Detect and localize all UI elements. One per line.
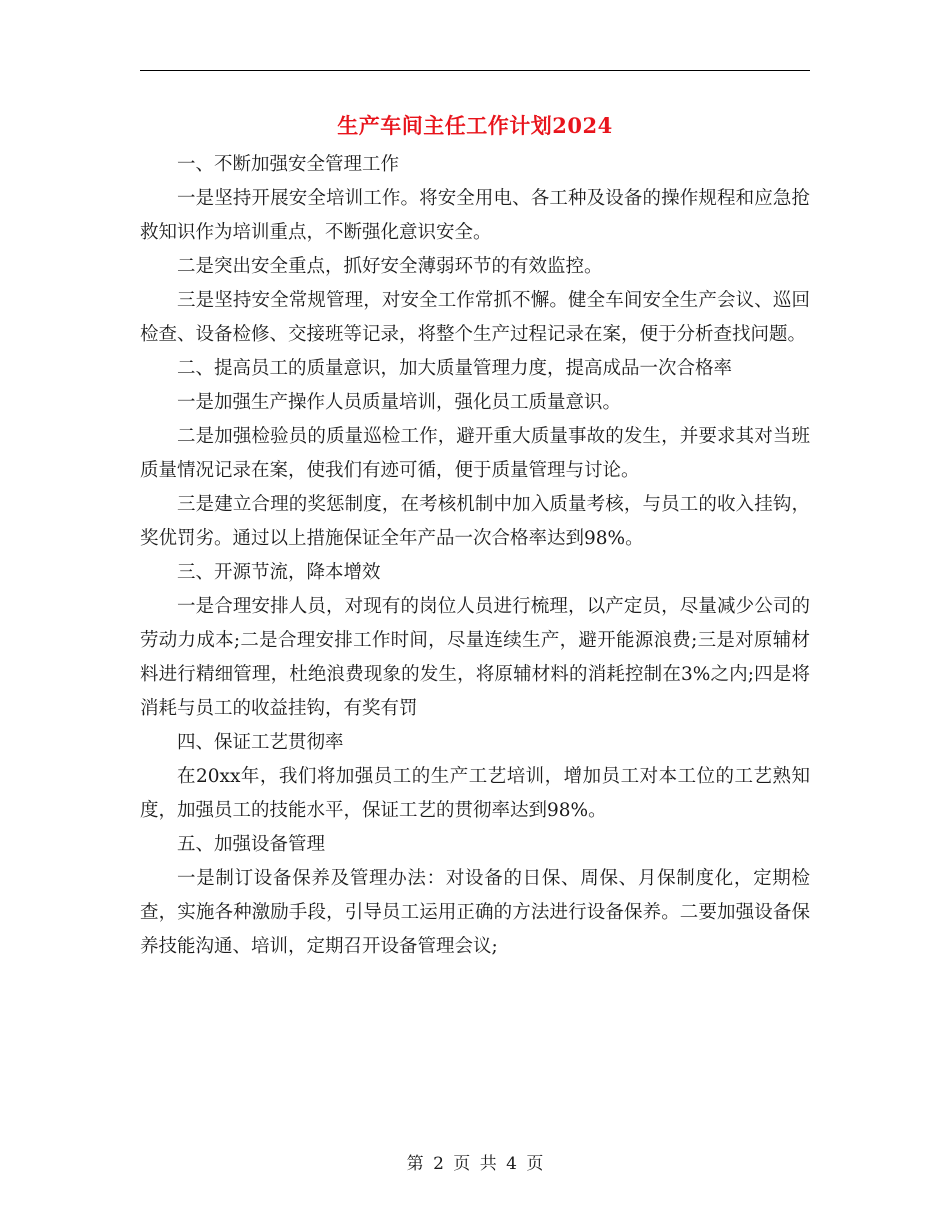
paragraph: 一是加强生产操作人员质量培训，强化员工质量意识。 <box>177 392 622 413</box>
paragraph: 三是建立合理的奖惩制度，在考核机制中加入质量考核，与员工的收入挂钩，奖优罚劣。通过以上措施保证全年产品一次合格率达到98%。 <box>140 494 810 549</box>
paragraph: 在20xx年，我们将加强员工的生产工艺培训，增加员工对本工位的工艺熟知度，加强员工的技能水平，保证工艺的贯彻率达到98%。 <box>140 766 810 821</box>
paragraph: 一是合理安排人员，对现有的岗位人员进行梳理，以产定员，尽量减少公司的劳动力成本;二是合理安排工作时间，尽量连续生产，避开能源浪费;三是对原辅材料进行精细管理，杜绝浪费现象的发生，将原辅材料的消耗控制在3%之内;四是将消耗与员工的收益挂钩，有奖有罚 <box>140 596 810 719</box>
paragraph: 一是制订设备保养及管理办法：对设备的日保、周保、月保制度化，定期检查，实施各种激励手段，引导员工运用正确的方法进行设备保养。二要加强设备保养技能沟通、培训，定期召开设备管理会议; <box>140 868 810 957</box>
page-number-footer: 第 2 页 共 4 页 <box>406 1154 544 1174</box>
section-heading-5: 五、加强设备管理 <box>177 834 326 855</box>
paragraph: 二是加强检验员的质量巡检工作，避开重大质量事故的发生，并要求其对当班质量情况记录在案，使我们有迹可循，便于质量管理与讨论。 <box>140 426 810 481</box>
section-heading-4: 四、保证工艺贯彻率 <box>177 732 344 753</box>
section-heading-2: 二、提高员工的质量意识，加大质量管理力度，提高成品一次合格率 <box>177 358 733 379</box>
section-heading-1: 一、不断加强安全管理工作 <box>177 154 400 175</box>
document-title: 生产车间主任工作计划2024 <box>337 113 613 138</box>
document-body <box>140 148 810 964</box>
paragraph: 一是坚持开展安全培训工作。将安全用电、各工种及设备的操作规程和应急抢救知识作为培训重点，不断强化意识安全。 <box>140 188 810 243</box>
section-heading-3: 三、开源节流，降本增效 <box>177 562 381 583</box>
header-rule <box>140 70 810 71</box>
paragraph: 三是坚持安全常规管理，对安全工作常抓不懈。健全车间安全生产会议、巡回检查、设备检修、交接班等记录，将整个生产过程记录在案，便于分析查找问题。 <box>140 290 810 345</box>
paragraph: 二是突出安全重点，抓好安全薄弱环节的有效监控。 <box>177 256 603 277</box>
